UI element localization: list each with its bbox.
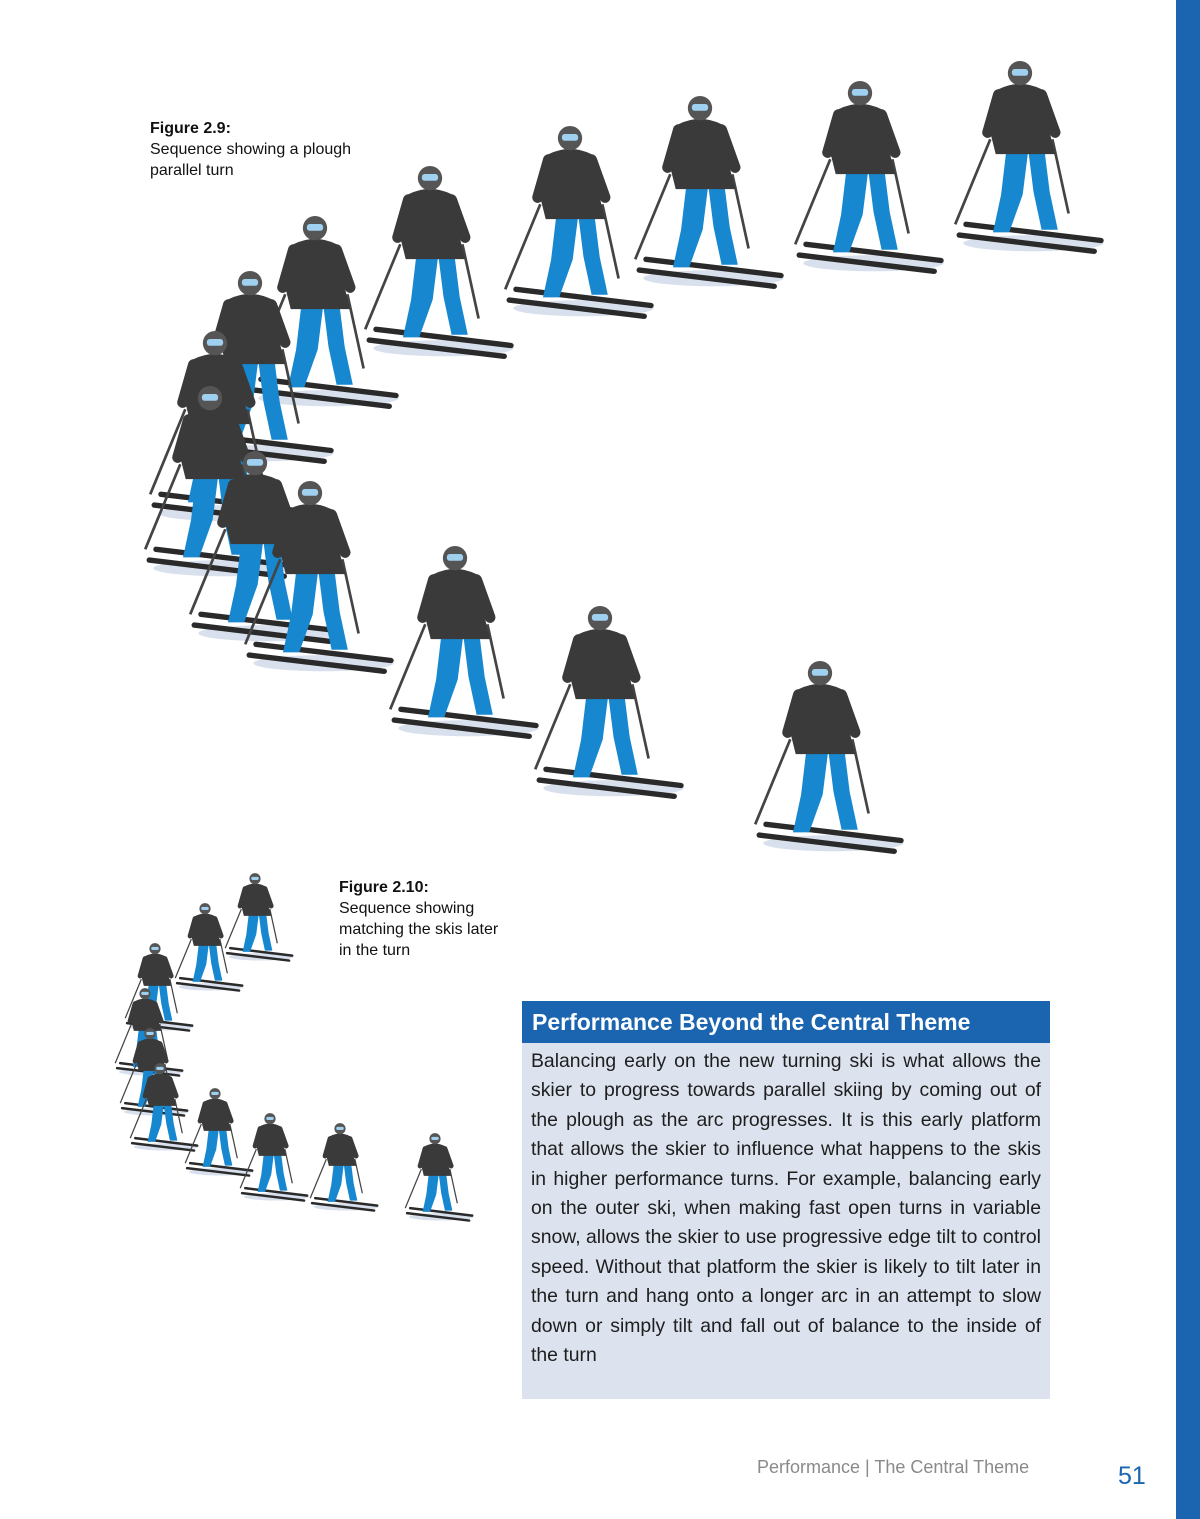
figure-2-9-caption-text: Sequence showing a plough parallel turn	[150, 141, 352, 179]
skier-figure-11	[390, 546, 539, 736]
skier-figure-9	[405, 1133, 473, 1220]
figure-2-10-caption-text: Sequence showing matching the skis later in the turn	[339, 900, 499, 959]
info-box-body: Balancing early on the new turning ski is what allows the skier to progress towards parallel skiing by coming out of the plough as the arc progresses. It is this early platform that allows the skier to influence what happens to the skis in higher performance turns. For example, balancing early on the outer ski, when making fast open turns in variable snow, allows the skier to use progressive edge tilt to control speed. Without that platform the skier is likely to tilt later in the turn and hang onto a longer arc in an attempt to slow down or simply tilt and fall out of balance to the inside of the turn	[531, 1050, 1041, 1367]
info-box-title: Performance Beyond the Central Theme	[522, 1001, 1050, 1043]
page-number: 51	[1118, 1462, 1146, 1490]
skier-figure-2	[635, 96, 784, 286]
skier-figure-12	[535, 606, 684, 796]
info-box	[522, 1001, 1050, 1399]
skier-figure-8	[310, 1123, 378, 1210]
skier-figure-0	[225, 873, 293, 960]
footer-section-title: Performance | The Central Theme	[757, 1457, 1030, 1477]
figure-2-9-label: Figure 2.9:	[150, 120, 231, 137]
page-edge-bar	[1176, 0, 1200, 1519]
skier-figure-13	[755, 661, 904, 851]
figure-2-10-label: Figure 2.10:	[339, 879, 429, 896]
figure-2-10-caption	[339, 877, 509, 961]
skier-figure-6	[185, 1088, 253, 1175]
skier-figure-1	[795, 81, 944, 271]
skier-figure-3	[505, 126, 654, 316]
skier-figure-4	[365, 166, 514, 356]
skier-figure-0	[955, 61, 1103, 251]
skier-figure-7	[240, 1113, 308, 1200]
figure-2-9-caption	[150, 118, 390, 181]
skier-figure-1	[175, 903, 243, 990]
